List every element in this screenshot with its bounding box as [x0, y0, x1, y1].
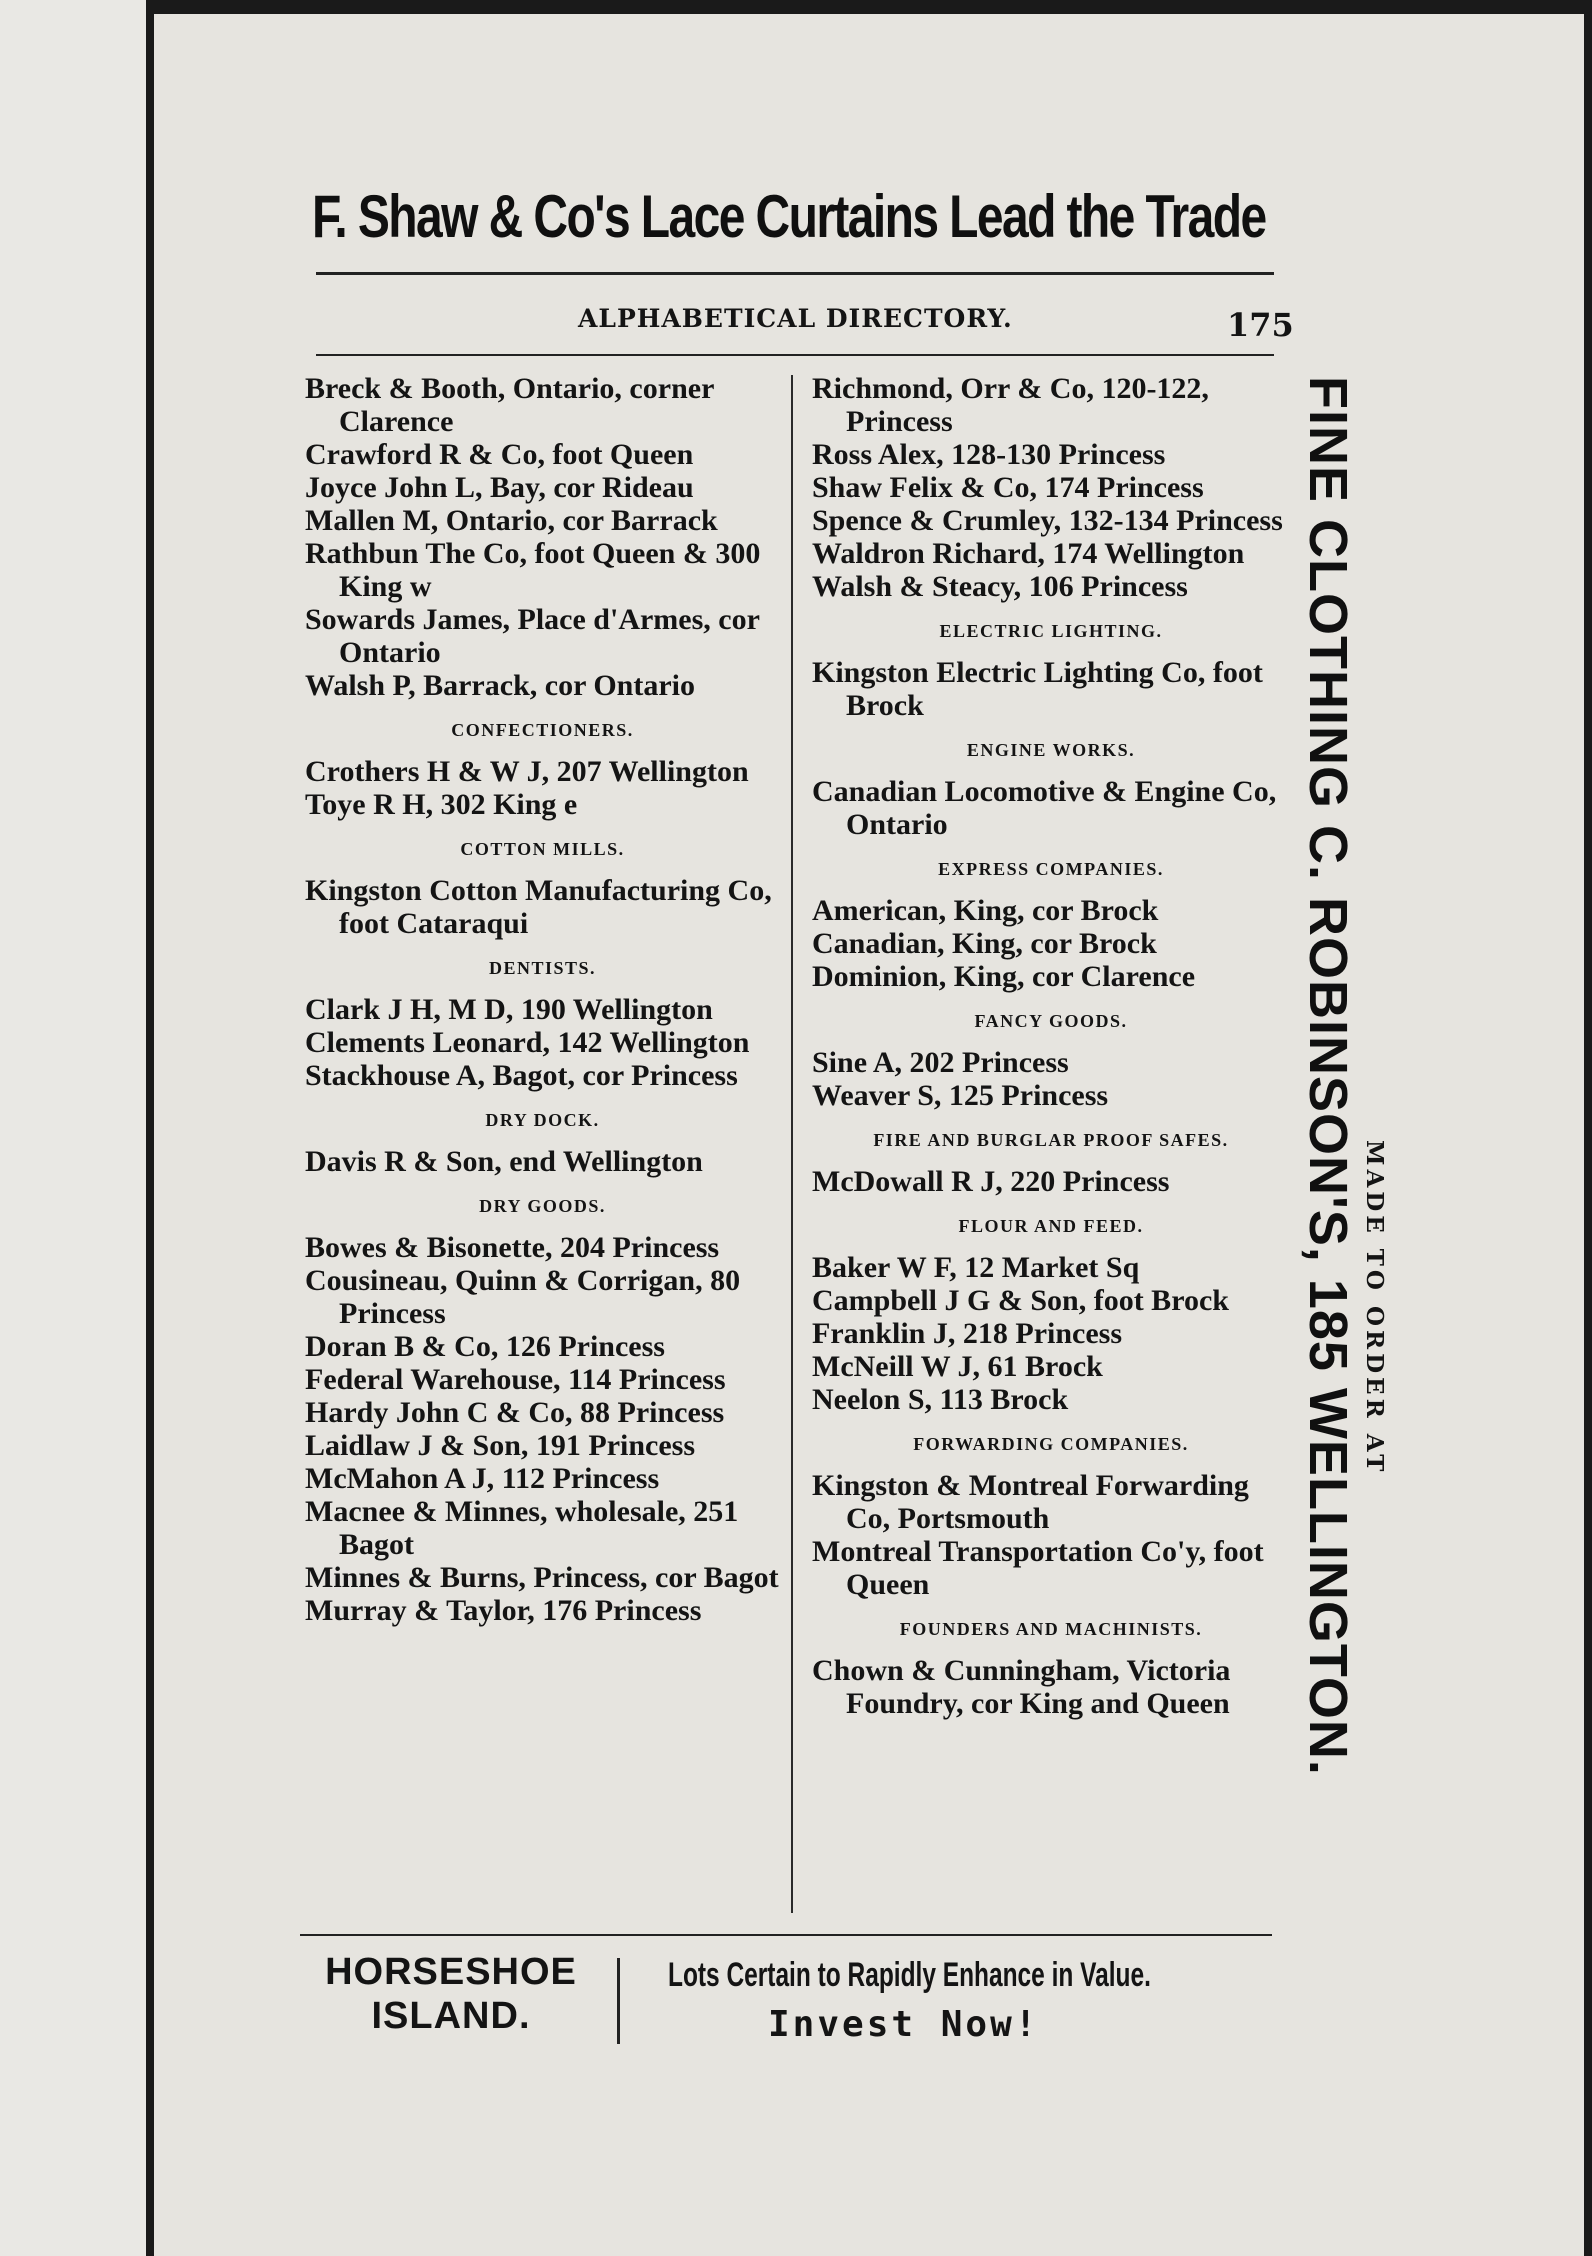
- category-heading: FIRE AND BURGLAR PROOF SAFES.: [873, 1130, 1229, 1150]
- directory-entry: Doran B & Co, 126 Princess: [305, 1330, 665, 1363]
- side-advertisement-sub: [1361, 1140, 1395, 1740]
- directory-entry: Canadian Locomotive & Engine Co, Ontario: [812, 775, 1277, 841]
- directory-entry: Dominion, King, cor Clarence: [812, 960, 1196, 993]
- category-heading: FOUNDERS AND MACHINISTS.: [899, 1619, 1203, 1639]
- directory-entry: Crawford R & Co, foot Queen: [305, 438, 694, 471]
- directory-entry: Walsh P, Barrack, cor Ontario: [305, 669, 695, 702]
- directory-entry: Toye R H, 302 King e: [305, 788, 578, 821]
- directory-entry: Laidlaw J & Son, 191 Princess: [305, 1429, 696, 1462]
- directory-entry: Baker W F, 12 Market Sq: [812, 1251, 1140, 1284]
- header-rule: [316, 354, 1274, 356]
- category-heading: FORWARDING COMPANIES.: [913, 1434, 1189, 1454]
- directory-entry: Sowards James, Place d'Armes, cor Ontario: [305, 603, 760, 669]
- directory-entry: Bowes & Bisonette, 204 Princess: [305, 1231, 720, 1264]
- scan-top-border: [150, 0, 1592, 14]
- directory-entry: Crothers H & W J, 207 Wellington: [305, 755, 749, 788]
- side-ad-sub-text: MADE TO ORDER AT: [1361, 1140, 1388, 1476]
- directory-entry: Clements Leonard, 142 Wellington: [305, 1026, 750, 1059]
- category-heading: EXPRESS COMPANIES.: [938, 859, 1164, 879]
- running-head: ALPHABETICAL DIRECTORY.: [578, 304, 1013, 333]
- footer-left-line2: ISLAND.: [371, 1995, 531, 2037]
- footer-ad-tagline: Lots Certain to Rapidly Enhance in Value.: [668, 1956, 1151, 1994]
- directory-entry: Mallen M, Ontario, cor Barrack: [305, 504, 718, 537]
- directory-entry: American, King, cor Brock: [812, 894, 1159, 927]
- category-heading: FANCY GOODS.: [974, 1011, 1128, 1031]
- directory-entry: Joyce John L, Bay, cor Rideau: [305, 471, 694, 504]
- directory-entry: Montreal Transportation Co'y, foot Queen: [812, 1535, 1264, 1601]
- directory-entry: Chown & Cunningham, Victoria Foundry, cor King and Queen: [812, 1654, 1231, 1720]
- directory-entry: Federal Warehouse, 114 Princess: [305, 1363, 726, 1396]
- directory-entry: Stackhouse A, Bagot, cor Princess: [305, 1059, 738, 1092]
- directory-entry: Neelon S, 113 Brock: [812, 1383, 1069, 1416]
- category-heading: ENGINE WORKS.: [966, 740, 1136, 760]
- scan-right-border: [1584, 0, 1592, 2256]
- side-advertisement: [1297, 376, 1359, 1928]
- footer-rule: [300, 1934, 1272, 1936]
- directory-entry: McDowall R J, 220 Princess: [812, 1165, 1170, 1198]
- directory-entry: Minnes & Burns, Princess, cor Bagot: [305, 1561, 779, 1594]
- category-heading: CONFECTIONERS.: [451, 720, 634, 740]
- directory-entry: McNeill W J, 61 Brock: [812, 1350, 1103, 1383]
- directory-entry: Hardy John C & Co, 88 Princess: [305, 1396, 725, 1429]
- directory-entry: Cousineau, Quinn & Corrigan, 80 Princess: [305, 1264, 741, 1330]
- directory-entry: Ross Alex, 128-130 Princess: [812, 438, 1166, 471]
- category-heading: FLOUR AND FEED.: [958, 1216, 1144, 1236]
- category-heading: DRY DOCK.: [485, 1110, 600, 1130]
- category-heading: ELECTRIC LIGHTING.: [939, 621, 1163, 641]
- directory-entry: Richmond, Orr & Co, 120-122, Princess: [812, 372, 1209, 438]
- directory-entry: Davis R & Son, end Wellington: [305, 1145, 703, 1178]
- directory-entry: McMahon A J, 112 Princess: [305, 1462, 660, 1495]
- directory-entry: Macnee & Minnes, wholesale, 251 Bagot: [305, 1495, 739, 1561]
- directory-entry: Clark J H, M D, 190 Wellington: [305, 993, 713, 1026]
- side-ad-main-text: FINE CLOTHING C. ROBINSON'S, 185 WELLINGTON.: [1298, 376, 1358, 1776]
- directory-entry: Shaw Felix & Co, 174 Princess: [812, 471, 1204, 504]
- directory-column-right: [812, 372, 1290, 1720]
- binding-fold: [146, 0, 154, 2256]
- directory-entry: Campbell J G & Son, foot Brock: [812, 1284, 1229, 1317]
- directory-entry: Waldron Richard, 174 Wellington: [812, 537, 1245, 570]
- footer-ad-left: [296, 1950, 606, 2038]
- directory-entry: Kingston & Montreal Forwarding Co, Portsmouth: [812, 1469, 1249, 1535]
- directory-entry: Murray & Taylor, 176 Princess: [305, 1594, 702, 1627]
- banner-rule: [316, 272, 1274, 275]
- facing-page-edge: [0, 0, 150, 2256]
- page-number: 175: [1227, 306, 1294, 344]
- footer-divider: [617, 1958, 620, 2044]
- directory-entry: Canadian, King, cor Brock: [812, 927, 1157, 960]
- footer-left-line1: HORSESHOE: [325, 1951, 577, 1993]
- column-divider: [791, 375, 793, 1913]
- directory-column-left: [305, 372, 780, 1627]
- category-heading: COTTON MILLS.: [460, 839, 625, 859]
- directory-entry: Kingston Electric Lighting Co, foot Brock: [812, 656, 1263, 722]
- top-advertisement-banner: F. Shaw & Co's Lace Curtains Lead the Trade: [312, 183, 1266, 250]
- directory-entry: Breck & Booth, Ontario, corner Clarence: [305, 372, 714, 438]
- directory-entry: Kingston Cotton Manufacturing Co, foot Cataraqui: [305, 874, 772, 940]
- directory-entry: Sine A, 202 Princess: [812, 1046, 1069, 1079]
- directory-entry: Rathbun The Co, foot Queen & 300 King w: [305, 537, 761, 603]
- category-heading: DENTISTS.: [488, 958, 597, 978]
- directory-entry: Weaver S, 125 Princess: [812, 1079, 1109, 1112]
- directory-entry: Walsh & Steacy, 106 Princess: [812, 570, 1188, 603]
- directory-entry: Franklin J, 218 Princess: [812, 1317, 1123, 1350]
- directory-entry: Spence & Crumley, 132-134 Princess: [812, 504, 1283, 537]
- category-heading: DRY GOODS.: [479, 1196, 606, 1216]
- footer-ad-call-to-action: Invest Now!: [768, 2004, 1040, 2045]
